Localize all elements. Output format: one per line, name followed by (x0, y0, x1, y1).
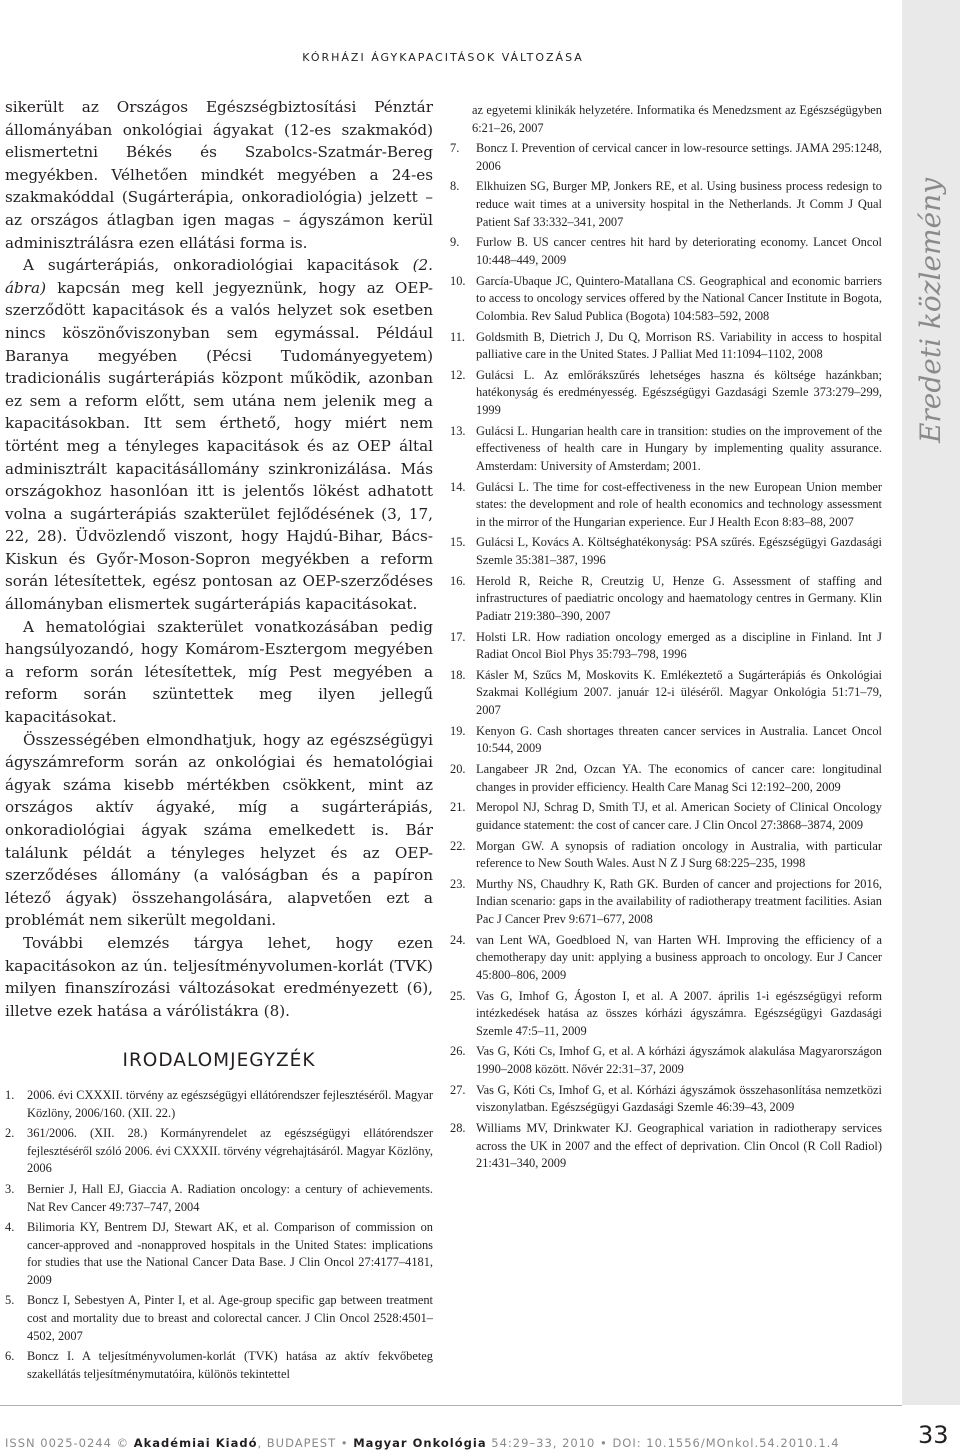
reference-item (5, 1125, 433, 1178)
reference-text: van Lent WA, Goedbloed N, van Harten WH. Improving the efficiency of a chemotherapy day unit: applying a business approach to oncology. Eur J Cancer 45:800–806, 2009 (476, 932, 882, 982)
footer-journal: Magyar Onkológia (353, 1436, 487, 1450)
reference-text: Morgan GW. A synopsis of radiation oncology in Australia, with particular reference to New South Wales. Aust N Z J Surg 68:225–235, 1998 (476, 838, 882, 871)
references-list-left (5, 1087, 433, 1384)
reference-number: 5. (5, 1293, 15, 1308)
reference-number: 23. (450, 876, 466, 891)
reference-text: Gulácsi L. Az emlőrákszűrés lehetséges haszna és költsége hazánkban; hatékonyság és eredményesség. Egészségügyi Gazdasági Szemle 373:279–299, 1999 (476, 367, 882, 417)
reference-text: García-Ubaque JC, Quintero-Matallana CS. Geographical and economic barriers to access to oncology services offered by the National Cancer Institute in Bogota, Colombia. Rev Salud Publica (Bogota) 104:583–592, 2008 (476, 273, 882, 323)
body-paragraph (5, 254, 433, 616)
reference-item (450, 140, 882, 175)
reference-text: Langabeer JR 2nd, Ozcan YA. The economics of cancer care: longitudinal changes in provider efficiency. Health Care Manag Sci 12:192–200, 2009 (476, 762, 882, 794)
reference-item (450, 329, 882, 364)
running-head: KÓRHÁZI ÁGYKAPACITÁSOK VÁLTOZÁSA (302, 51, 584, 64)
reference-item (5, 1181, 433, 1216)
reference-text: Meropol NJ, Schrag D, Smith TJ, et al. American Society of Clinical Oncology guidance statement: the cost of cancer care. J Clin Oncol 27:3868–3874, 2009 (476, 800, 882, 832)
footer-publisher: Akadémiai Kiadó (133, 1436, 258, 1450)
reference-item (450, 838, 882, 873)
reference-number: 7. (450, 141, 460, 156)
reference-item (450, 1043, 882, 1078)
reference-number: 28. (450, 1121, 466, 1136)
reference-text: Bernier J, Hall EJ, Giaccia A. Radiation oncology: a century of achievements. Nat Rev Cancer 49:737–747, 2004 (27, 1181, 433, 1214)
page-number: 33 (918, 1421, 949, 1449)
reference-text: Williams MV, Drinkwater KJ. Geographical variation in radiotherapy services across the UK in 2007 and the effect of deprivation. Clin Oncol (R Coll Radiol) 21:431–340, 2009 (476, 1121, 882, 1171)
footer-city: , BUDAPEST • (257, 1436, 354, 1450)
reference-text: Vas G, Kóti Cs, Imhof G, et al. A kórházi ágyszámok alakulása Magyarországon 1990–2008 között. Nővér 22:31–37, 2009 (476, 1044, 882, 1077)
reference-number: 4. (5, 1220, 15, 1235)
side-band (902, 0, 960, 1405)
reference-item (450, 667, 882, 720)
reference-number: 16. (450, 573, 466, 588)
reference-text: Bilimoria KY, Bentrem DJ, Stewart AK, et al. Comparison of commission on cancer-approved and -nonapproved hospitals in the United States: implications for studies that use the National Cancer Data Base. J Clin Oncol 27:4177–4181, 2009 (27, 1220, 433, 1287)
reference-item (450, 273, 882, 326)
reference-text: Boncz I. A teljesítményvolumen-korlát (TVK) hatása az aktív fekvőbeteg szakellátás teljesítménymutatóira, különös tekintettel (27, 1349, 433, 1381)
reference-text: Vas G, Kóti Cs, Imhof G, et al. Kórházi ágyszámok összehasonlítása nemzetközi viszonylatban. Egészségügyi Gazdasági Szemle 46:39–43, 2009 (476, 1082, 882, 1115)
reference-text: Kenyon G. Cash shortages threaten cancer services in Australia. Lancet Oncol 10:544, 2009 (476, 723, 882, 756)
reference-text: Murthy NS, Chaudhry K, Rath GK. Burden of cancer and projections for 2016, Indian scenario: gaps in the availability of radiotherapy treatment facilities. Asian Pac J Cancer Prev 9:671–677, 2008 (476, 876, 882, 927)
reference-number: 10. (450, 273, 466, 288)
reference-text: Gulácsi L. The time for cost-effectiveness in the new European Union member states: the development and role of health economics and technology assessment in the mirror of the Hungarian experience. Eur J Health Econ 8:83–88, 2007 (476, 479, 882, 529)
reference-item (450, 629, 882, 664)
reference-item (450, 534, 882, 569)
reference-text: Goldsmith B, Dietrich J, Du Q, Morrison RS. Variability in access to hospital palliative care in the United States. J Palliat Med 11:1094–1102, 2008 (476, 329, 882, 362)
reference-text: Boncz I. Prevention of cervical cancer in low-resource settings. JAMA 295:1248, 2006 (476, 141, 882, 173)
reference-item (5, 1292, 433, 1345)
reference-text: Elkhuizen SG, Burger MP, Jonkers RE, et al. Using business process redesign to reduce wait times at a university hospital in the Netherlands. Jt Comm J Qual Patient Saf 33:332–341, 2007 (476, 179, 882, 229)
reference-item (450, 423, 882, 476)
reference-text: Boncz I, Sebestyen A, Pinter I, et al. Age-group specific gap between treatment cost and mortality due to breast and colorectal cancer. J Clin Oncol 2528:4501–4502, 2007 (27, 1293, 433, 1343)
reference-number: 11. (450, 329, 466, 344)
reference-item (450, 479, 882, 532)
reference-number: 18. (450, 667, 466, 682)
reference-item (450, 988, 882, 1041)
reference-number: 17. (450, 629, 466, 644)
reference-number: 19. (450, 723, 466, 738)
reference-text: Furlow B. US cancer centres hit hard by deteriorating economy. Lancet Oncol 10:448–449, 2009 (476, 235, 882, 267)
reference-text: 2006. évi CXXXII. törvény az egészségügyi ellátórendszer fejlesztéséről. Magyar Közlöny, 2006/160. (XII. 22.) (27, 1087, 433, 1120)
text-run: kapcsán meg kell jegyeznünk, hogy az OEP-szerződött kapacitások és a valós helyzet sok esetben nincs köszönőviszonyban sem egymással. Például Baranya megyében (Pécsi Tudományegyetem) tradicionális sugárterápiás központ működik, azonban ez sem a reform előtt, sem utána nem jelenik meg a kapacitásokban. Itt sem érthető, hogy miért nem történt meg a tényleges kapacitások és az OEP által adminisztrált kapacitásállomány szinkronizálása. Más országokhoz hasonlóan itt is jelentős lökést adhatott volna a sugárterápiás szakterület fejlődésének (3, 17, 22, 28). Üdvözlendő viszont, hogy Hajdú-Bihar, Bács-Kiskun és Győr-Moson-Sopron megyékben a reform során létesítettek, egész pontosan az OEP-szerződéses állományban elismertek sugárterápiás kapacitásokat. (5, 278, 433, 614)
reference-number: 21. (450, 800, 466, 815)
reference-item (450, 799, 882, 834)
reference-item (450, 178, 882, 231)
reference-text: Kásler M, Szűcs M, Moskovits K. Emlékeztető a Sugárterápiás és Onkológiai Szakmai Kollégium 2007. január 12-i üléséről. Magyar Onkológia 51:71–79, 2007 (476, 667, 882, 718)
reference-text: Vas G, Imhof G, Ágoston I, et al. A 2007. április 1-i egészségügyi reform intézkedések hatása az összes kórházi ágyszámra. Egészségügyi Gazdasági Szemle 47:5–11, 2009 (476, 988, 882, 1038)
reference-item (450, 1120, 882, 1173)
reference-number: 22. (450, 838, 466, 853)
reference-text: Gulácsi L, Kovács A. Költséghatékonyság: PSA szűrés. Egészségügyi Gazdasági Szemle 35:381–387, 1996 (476, 535, 882, 567)
reference-number: 6. (5, 1349, 15, 1364)
reference-number: 9. (450, 235, 460, 250)
reference-number: 25. (450, 988, 466, 1003)
reference-text: Holsti LR. How radiation oncology emerged as a discipline in Finland. Int J Radiat Oncol Biol Phys 35:793–798, 1996 (476, 629, 882, 662)
reference-number: 8. (450, 179, 460, 194)
reference-item (450, 723, 882, 758)
article-type-text: Eredeti közlemény (914, 177, 948, 443)
reference-text: 361/2006. (XII. 28.) Kormányrendelet az egészségügyi ellátórendszer fejlesztéséről szóló 2006. évi CXXXII. törvény végrehajtásáról. Magyar Közlöny, 2006 (27, 1126, 433, 1176)
text-run: A sugárterápiás, onkoradiológiai kapacitások (23, 256, 413, 275)
reference-number: 3. (5, 1181, 15, 1196)
reference-item (450, 573, 882, 626)
right-column (450, 102, 882, 1176)
reference-number: 26. (450, 1044, 466, 1059)
reference-text: Herold R, Reiche R, Creutzig U, Henze G. Assessment of staffing and infrastructures of paediatric oncology and haematology centres in Germany. Klin Padiatr 219:380–390, 2007 (476, 573, 882, 623)
references-list-right (450, 140, 882, 1173)
reference-item (450, 876, 882, 929)
reference-text: Gulácsi L. Hungarian health care in transition: studies on the improvement of the effectiveness of health care in Hungary by implementing quality assurance. Amsterdam: University of Amsterdam; 2001. (476, 423, 882, 473)
footer (5, 1436, 840, 1450)
body-paragraph: A hematológiai szakterület vonatkozásában pedig hangsúlyozandó, hogy Komárom-Esztergom megyében a reform során létesítettek, míg Pest megyében a reform során szüntettek meg ilyen jellegű kapacitásokat. (5, 617, 433, 727)
reference-item (450, 1082, 882, 1117)
reference-item (5, 1348, 433, 1383)
footer-citation: 54:29–33, 2010 • DOI: 10.1556/MOnkol.54.2010.1.4 (486, 1436, 840, 1450)
reference-item (450, 367, 882, 420)
reference-item (450, 932, 882, 985)
reference-item (450, 761, 882, 796)
body-paragraph: Összességében elmondhatjuk, hogy az egészségügyi ágyszámreform során az onkológiai és hematológiai ágyak száma kisebb mértékben csökkent, mint az országos aktív ágyaké, míg a sugárterápiás, onkoradiológiai ágyak száma emelkedett is. Bár találunk példát a tényleges helyzet és az OEP-szerződéses állomány (a valóságban és a papíron létező ágyak) összehangolására, alapvetően ezt a problémát nem sikerült megoldani. (5, 730, 433, 930)
reference-number: 2. (5, 1126, 15, 1141)
reference-item (450, 234, 882, 269)
reference-item (5, 1087, 433, 1122)
footer-divider (0, 1405, 902, 1406)
left-column (5, 96, 433, 1386)
article-type-label (902, 100, 960, 520)
reference-number: 24. (450, 932, 466, 947)
footer-issn: ISSN 0025-0244 © (5, 1436, 134, 1450)
reference-number: 15. (450, 535, 466, 550)
reference-number: 12. (450, 367, 466, 382)
reference-number: 20. (450, 762, 466, 776)
reference-number: 13. (450, 423, 466, 438)
body-paragraph: További elemzés tárgya lehet, hogy ezen kapacitásokon az ún. teljesítményvolumen-korlát (TVK) milyen finanszírozási változásokat eredményezett (6), illetve ezek hatása a várólistákra (8). (5, 933, 433, 1020)
references-heading: IRODALOMJEGYZÉK (122, 1050, 316, 1072)
reference-number: 27. (450, 1082, 466, 1097)
reference-continuation: az egyetemi klinikák helyzetére. Informatika és Menedzsment az Egészségügyben 6:21–26, 2007 (472, 103, 882, 135)
body-paragraph: sikerült az Országos Egészségbiztosítási Pénztár állományában onkológiai ágyakat (12-es szakmakód) elismertetni Békés és Szabolcs-Szatmár-Bereg megyékben. Vélhetően mindkét megyében a 24-es szakmakóddal (Sugárterápia, onkoradiológia) jelzett – az országos átlagban igen magas – ágyszámon kerül adminisztrálásra ezen ellátási forma is. (5, 98, 433, 252)
reference-number: 14. (450, 479, 466, 494)
reference-number: 1. (5, 1087, 15, 1102)
reference-item (5, 1219, 433, 1289)
figure-reference: (2. ábra) (5, 256, 433, 297)
